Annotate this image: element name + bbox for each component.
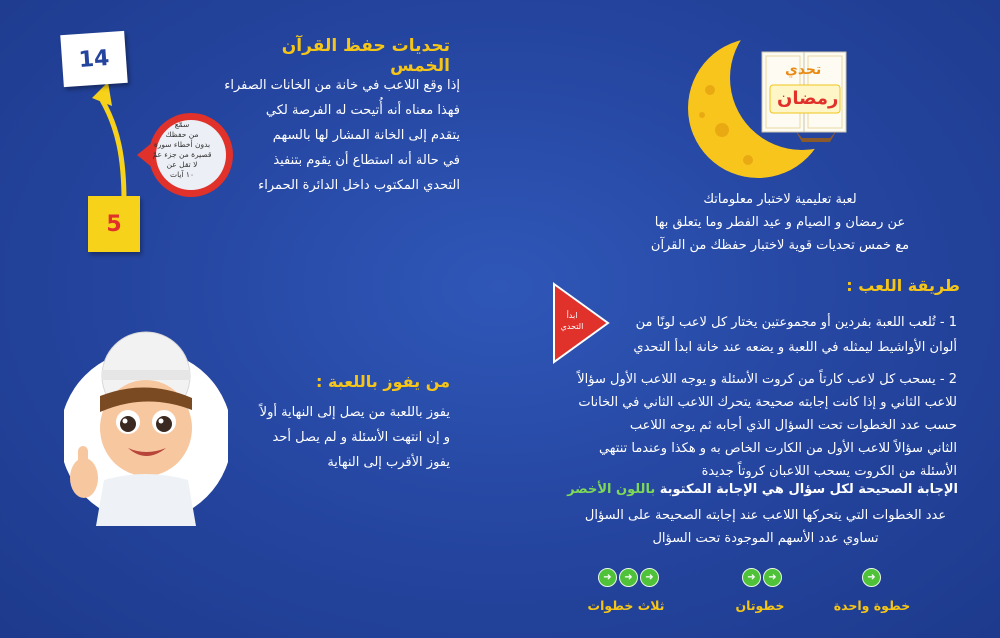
two-steps-arrows — [742, 568, 782, 586]
arrow-right-icon: ➜ — [862, 568, 881, 587]
arrow-right-icon: ➜ — [742, 568, 761, 587]
start-square-number: 5 — [106, 211, 122, 237]
one-step-label: خطوة واحدة — [833, 598, 911, 613]
two-steps-label: خطوتان — [735, 598, 785, 613]
arrow-right-icon: ➜ — [598, 568, 617, 587]
arrow-right-icon: ➜ — [763, 568, 782, 587]
start-square — [88, 196, 140, 252]
rule-step-2: 2 - يسحب كل لاعب كارتاً من كروت الأسئلة و يوجه اللاعب الأول سؤالاً للاعب الثاني و إذا كانت إجابته صحيحة يتحرك اللاعب الثاني في الخانات حسب عدد الخطوات تحت السؤال الذي أجابه ثم يوجه اللاعب الثاني سؤالاً للاعب الأول من الكارت الخاص به و هكذا وعندما تنتهي الأسئلة من الكروت يسحب اللاعبان كروتاً جديدة — [577, 372, 957, 479]
winner-body: يفوز باللعبة من يصل إلى النهاية أولاً و إن انتهت الأسئلة و لم يصل أحد يفوز الأقرب إلى النهاية — [259, 405, 450, 470]
book-title-line2: رمضان — [777, 88, 839, 109]
answer-rule-title — [560, 482, 958, 497]
challenge-body: إذا وقع اللاعب في خانة من الخانات الصفراء فهذا معناه أنه أُتيحت له الفرصة لكي يتقدم إلى الخانة المشار لها بالسهم في حالة أنه استطاع أن يقوم بتنفيذ التحدي المكتوب داخل الدائرة الحمراء — [224, 78, 460, 193]
target-square — [60, 31, 127, 87]
target-square-number: 14 — [77, 45, 111, 73]
arrow-right-icon: ➜ — [640, 568, 659, 587]
one-step-arrows — [862, 568, 881, 586]
game-intro: لعبة تعليمية لاختبار معلوماتك عن رمضان و الصيام و عيد الفطر وما يتعلق بها مع خمس تحديات قوية لاختبار حفظك من القرآن — [650, 192, 910, 253]
rule-step-1: 1 - تُلعب اللعبة بفردين أو مجموعتين يختار كل لاعب لونًا من ألوان الأواشيط ليمثله في اللعبة و يضعه عند خانة ابدأ التحدي — [633, 315, 957, 355]
winner-title: من يفوز باللعبة : — [316, 372, 450, 391]
start-challenge-label: ابدأ التحدي — [560, 311, 584, 331]
how-to-play-title: طريقة اللعب : — [846, 276, 960, 295]
arrow-right-icon: ➜ — [619, 568, 638, 587]
crescent-moon-illustration — [670, 20, 880, 190]
book-title-line1: تحدي — [785, 62, 822, 78]
challenge-title: تحديات حفظ القرآن الخمس — [281, 36, 450, 76]
answer-rule-title-text: الإجابة الصحيحة لكل سؤال هي الإجابة المكتوبة — [659, 482, 958, 497]
three-steps-label: ثلاث خطوات — [587, 598, 665, 613]
answer-rule-color: باللون الأخضر — [567, 482, 656, 497]
challenge-pin-text: سمّع من حفظك بدون أخطاء سورة قصيرة من جزء عمّ لا تقل عن ١٠ آيات — [152, 120, 212, 179]
boy-illustration — [64, 318, 228, 526]
answer-rule-body: عدد الخطوات التي يتحركها اللاعب عند إجابته الصحيحة على السؤال تساوي عدد الأسهم الموجودة تحت السؤال — [584, 508, 947, 546]
three-steps-arrows — [598, 568, 659, 586]
